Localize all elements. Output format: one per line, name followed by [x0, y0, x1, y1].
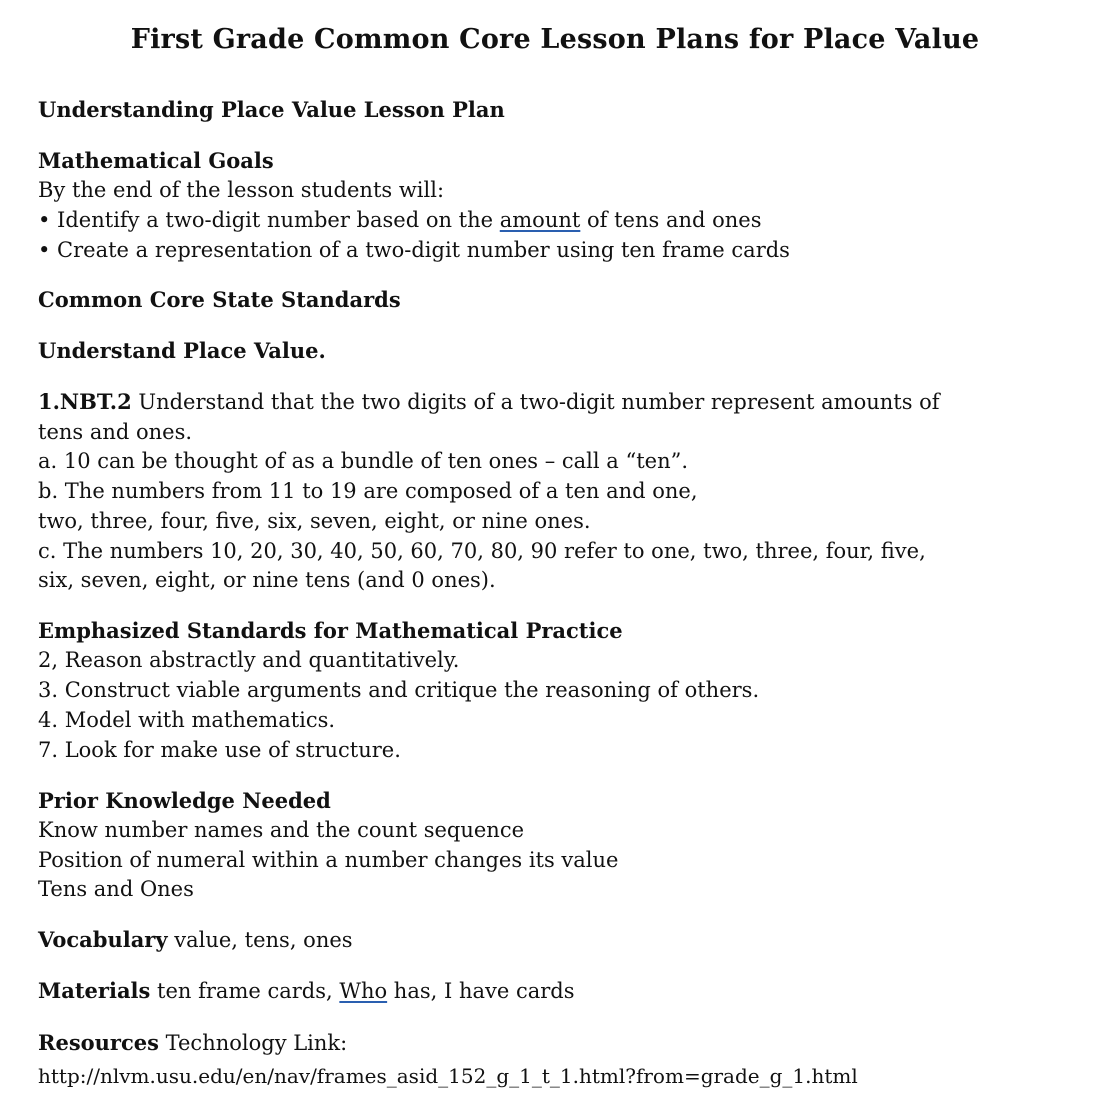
- standard-c-2: six, seven, eight, or nine tens (and 0 ones).: [38, 568, 496, 592]
- page-title: First Grade Common Core Lesson Plans for Place Value: [130, 24, 980, 55]
- prior-item: Tens and Ones: [38, 877, 194, 901]
- practice-item: 7. Look for make use of structure.: [38, 738, 401, 762]
- standard-line-1-text: Understand that the two digits of a two-digit number represent amounts of: [131, 390, 940, 414]
- amount-link[interactable]: amount: [499, 208, 581, 232]
- ccss-heading: Common Core State Standards: [38, 287, 401, 312]
- standard-line-1: [38, 387, 940, 417]
- materials-label: Materials: [38, 978, 151, 1003]
- materials-line: [38, 976, 575, 1006]
- resources-url[interactable]: http://nlvm.usu.edu/en/nav/frames_asid_152_g_1_t_1.html?from=grade_g_1.html: [38, 1064, 858, 1088]
- vocabulary-text: value, tens, ones: [167, 928, 353, 952]
- prior-item: Know number names and the count sequence: [38, 818, 525, 842]
- goals-intro: By the end of the lesson students will:: [38, 178, 445, 202]
- standard-code: 1.NBT.2: [38, 389, 132, 414]
- practice-heading: Emphasized Standards for Mathematical Practice: [38, 618, 623, 643]
- resources-line: [38, 1028, 347, 1058]
- vocabulary-label: Vocabulary: [38, 927, 168, 952]
- standard-a: a. 10 can be thought of as a bundle of ten ones – call a “ten”.: [38, 449, 689, 473]
- resources-text: Technology Link:: [158, 1031, 348, 1055]
- goals-heading: Mathematical Goals: [38, 148, 274, 173]
- resources-label: Resources: [38, 1030, 159, 1055]
- vocabulary-line: [38, 925, 353, 955]
- lesson-heading: Understanding Place Value Lesson Plan: [38, 97, 505, 122]
- understand-heading: Understand Place Value.: [38, 338, 326, 363]
- standard-line-2: tens and ones.: [38, 420, 193, 444]
- goals-bullet-2: • Create a representation of a two-digit number using ten frame cards: [38, 238, 790, 262]
- goals-bullet-1-text-b: of tens and ones: [580, 208, 762, 232]
- materials-text-a: ten frame cards,: [150, 979, 340, 1003]
- standard-b-2: two, three, four, five, six, seven, eight, or nine ones.: [38, 509, 591, 533]
- standard-c-1: c. The numbers 10, 20, 30, 40, 50, 60, 70, 80, 90 refer to one, two, three, four, five,: [38, 539, 926, 563]
- standard-b-1: b. The numbers from 11 to 19 are composed of a ten and one,: [38, 479, 698, 503]
- who-link[interactable]: Who: [339, 979, 388, 1003]
- materials-text-b: has, I have cards: [387, 979, 575, 1003]
- prior-heading: Prior Knowledge Needed: [38, 788, 331, 813]
- practice-item: 2, Reason abstractly and quantitatively.: [38, 648, 460, 672]
- practice-item: 3. Construct viable arguments and critique the reasoning of others.: [38, 678, 760, 702]
- goals-bullet-1-text-a: • Identify a two-digit number based on the: [38, 208, 500, 232]
- goals-bullet-1: [38, 205, 761, 235]
- prior-item: Position of numeral within a number changes its value: [38, 848, 619, 872]
- practice-item: 4. Model with mathematics.: [38, 708, 336, 732]
